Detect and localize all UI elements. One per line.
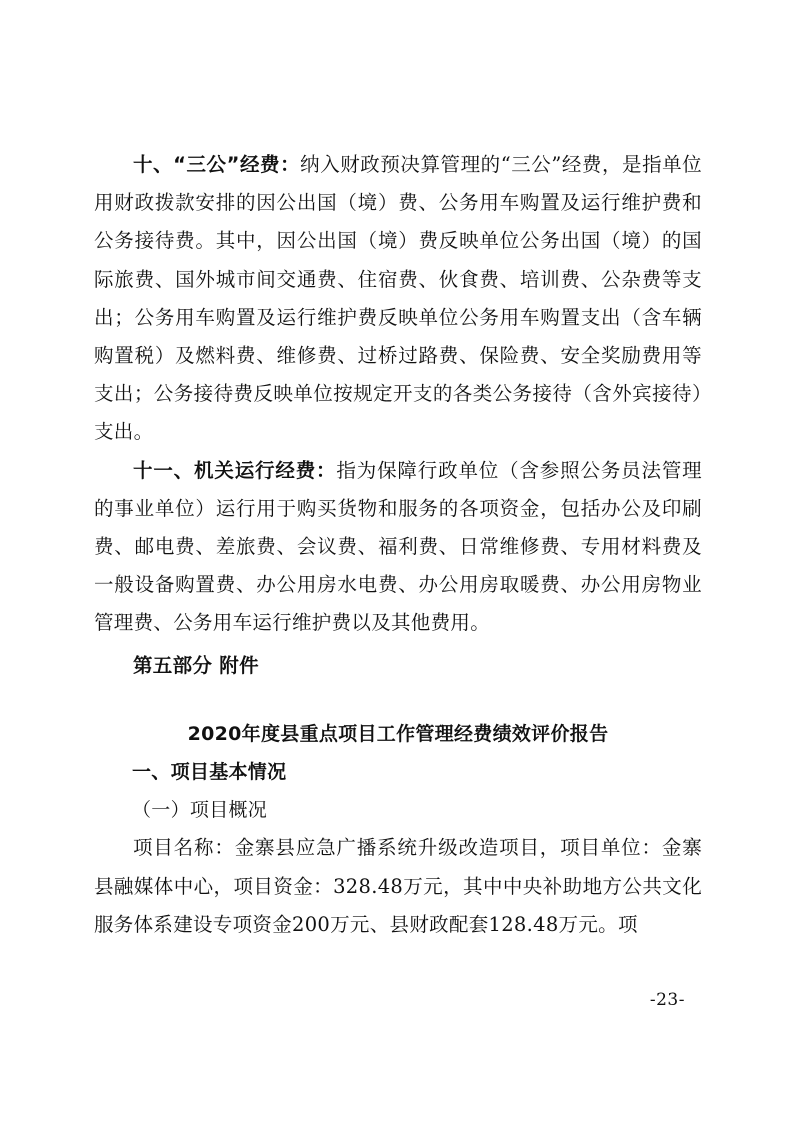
paragraph-body: 纳入财政预决算管理的“三公”经费，是指单位用财政拨款安排的因公出国（境）费、公务用车购置及运行维护费和公务接待费。其中，因公出国（境）费反映单位公务出国（境）的国际旅费、国外城市间交通费、住宿费、伙食费、培训费、公杂费等支出；公务用车购置及运行维护费反映单位公务用车购置支出（含车辆购置税）及燃料费、维修费、过桥过路费、保险费、安全奖励费用等支出；公务接待费反映单位按规定开支的各类公务接待（含外宾接待）支出。 bbox=[94, 153, 702, 444]
paragraph-three-public-expenses bbox=[94, 146, 702, 452]
paragraph-agency-operating-expenses bbox=[94, 452, 702, 643]
report-heading-2: （一）项目概况 bbox=[132, 799, 268, 822]
paragraph-body: 指为保障行政单位（含参照公务员法管理的事业单位）运行用于购买货物和服务的各项资金，包括办公及印刷费、邮电费、差旅费、会议费、福利费、日常维修费、专用材料费及一般设备购置费、办公用房水电费、办公用房取暖费、办公用房物业管理费、公务用车运行维护费以及其他费用。 bbox=[94, 458, 702, 635]
page-number: -23- bbox=[649, 990, 685, 1010]
report-title: 2020年度县重点项目工作管理经费绩效评价报告 bbox=[187, 722, 609, 745]
report-body-paragraph: 项目名称：金寨县应急广播系统升级改造项目，项目单位：金寨县融媒体中心，项目资金：328.48万元，其中中央补助地方公共文化服务体系建设专项资金200万元、县财政配套128.48万元。项 bbox=[94, 836, 702, 936]
section-label: 第五部分 附件 bbox=[133, 653, 259, 677]
paragraph-heading: 十、“三公”经费： bbox=[133, 153, 301, 176]
report-heading-1: 一、项目基本情况 bbox=[132, 761, 287, 784]
page-content bbox=[94, 146, 702, 944]
paragraph-heading: 十一、机关运行经费： bbox=[133, 458, 337, 482]
